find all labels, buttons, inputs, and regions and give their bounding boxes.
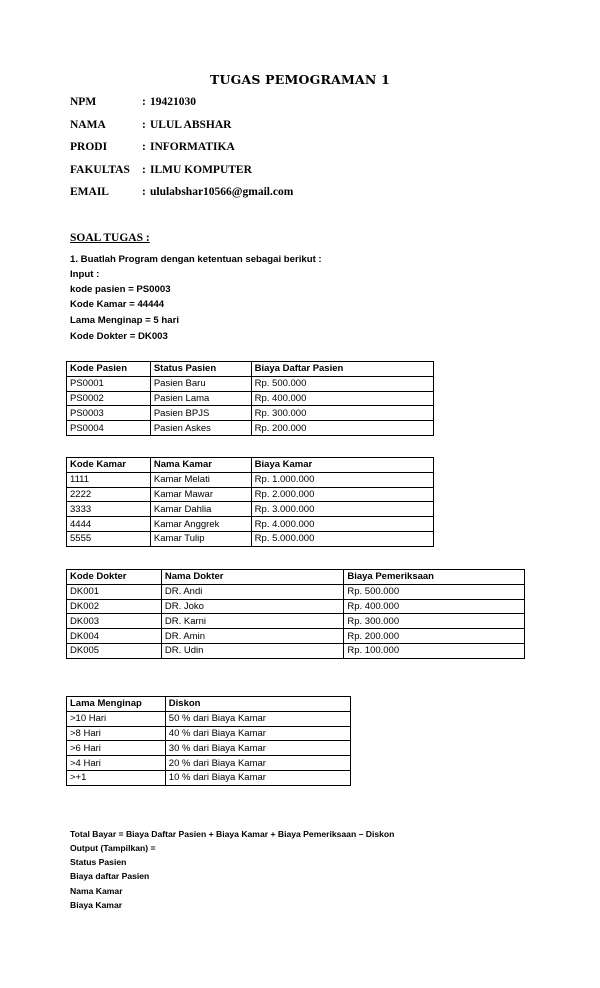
table-row <box>67 770 351 785</box>
table-cell: DR. Karni <box>161 614 344 629</box>
table-cell: >4 Hari <box>67 756 166 771</box>
soal-line: 1. Buatlah Program dengan ketentuan sebagai berikut : <box>70 254 322 265</box>
table-cell: Rp. 3.000.000 <box>251 502 433 517</box>
table-row <box>67 614 525 629</box>
table-row <box>67 376 434 391</box>
table-cell: Rp. 100.000 <box>344 643 525 658</box>
identity-label: NAMA <box>70 119 106 131</box>
output-heading: Output (Tampilkan) = <box>70 843 156 853</box>
identity-label: FAKULTAS <box>70 164 130 176</box>
table-row <box>67 711 351 726</box>
table-cell: 5555 <box>67 531 151 546</box>
table-cell: Pasien Askes <box>150 421 251 436</box>
table-header-cell: Biaya Daftar Pasien <box>251 362 433 377</box>
identity-row-fakultas <box>70 164 550 180</box>
output-item: Biaya daftar Pasien <box>70 871 150 881</box>
page-title: TUGAS PEMOGRAMAN 1 <box>210 72 390 87</box>
table-row <box>67 487 434 502</box>
table-cell: Kamar Mawar <box>150 487 251 502</box>
table-cell: Rp. 300.000 <box>344 614 525 629</box>
table-row <box>67 741 351 756</box>
table-cell: Kamar Melati <box>150 472 251 487</box>
table-cell: Rp. 1.000.000 <box>251 472 433 487</box>
table-row <box>67 517 434 532</box>
table-row <box>67 406 434 421</box>
table-cell: PS0001 <box>67 376 151 391</box>
soal-line: Kode Dokter = DK003 <box>70 331 168 342</box>
soal-line: kode pasien = PS0003 <box>70 284 171 295</box>
identity-value: INFORMATIKA <box>150 141 235 153</box>
identity-label: PRODI <box>70 141 108 153</box>
table-cell: Rp. 500.000 <box>344 584 525 599</box>
table-row <box>67 643 525 658</box>
output-item: Biaya Kamar <box>70 900 123 910</box>
table-row <box>67 629 525 644</box>
table-cell: 30 % dari Biaya Kamar <box>165 741 350 756</box>
identity-value: ululabshar10566@gmail.com <box>150 186 294 198</box>
soal-line: Input : <box>70 269 100 280</box>
table-cell: Rp. 400.000 <box>251 391 433 406</box>
table-cell: PS0003 <box>67 406 151 421</box>
table-cell: 10 % dari Biaya Kamar <box>165 770 350 785</box>
identity-row-nama <box>70 119 550 135</box>
table-cell: >6 Hari <box>67 741 166 756</box>
table-row <box>67 726 351 741</box>
table-cell: DR. Amin <box>161 629 344 644</box>
table-header-row <box>67 697 351 712</box>
table-cell: Pasien BPJS <box>150 406 251 421</box>
table-cell: Rp. 5.000.000 <box>251 531 433 546</box>
table-row <box>67 584 525 599</box>
identity-label: NPM <box>70 96 97 108</box>
identity-label: EMAIL <box>70 186 109 198</box>
identity-colon: : <box>142 119 146 131</box>
table-header-cell: Lama Menginap <box>67 697 166 712</box>
table-cell: 20 % dari Biaya Kamar <box>165 756 350 771</box>
table-cell: Rp. 2.000.000 <box>251 487 433 502</box>
table-cell: Rp. 300.000 <box>251 406 433 421</box>
table-cell: DK002 <box>67 599 162 614</box>
table-cell: Rp. 500.000 <box>251 376 433 391</box>
table-dokter <box>66 569 525 659</box>
table-cell: 2222 <box>67 487 151 502</box>
table-row <box>67 472 434 487</box>
table-header-row <box>67 362 434 377</box>
table-kamar <box>66 457 434 547</box>
identity-colon: : <box>142 186 146 198</box>
table-header-cell: Diskon <box>165 697 350 712</box>
table-cell: Pasien Lama <box>150 391 251 406</box>
output-item: Nama Kamar <box>70 886 123 896</box>
table-cell: 4444 <box>67 517 151 532</box>
table-cell: >8 Hari <box>67 726 166 741</box>
identity-row-email <box>70 186 550 202</box>
table-cell: >10 Hari <box>67 711 166 726</box>
table-row <box>67 421 434 436</box>
identity-value: 19421030 <box>150 96 196 108</box>
table-cell: DK005 <box>67 643 162 658</box>
table-header-cell: Kode Pasien <box>67 362 151 377</box>
identity-row-prodi <box>70 141 550 157</box>
table-header-cell: Biaya Pemeriksaan <box>344 570 525 585</box>
table-cell: PS0004 <box>67 421 151 436</box>
table-cell: DK004 <box>67 629 162 644</box>
table-header-cell: Nama Dokter <box>161 570 344 585</box>
identity-colon: : <box>142 141 146 153</box>
table-cell: Kamar Tulip <box>150 531 251 546</box>
table-cell: Rp. 200.000 <box>344 629 525 644</box>
soal-heading: SOAL TUGAS : <box>70 232 150 244</box>
table-header-cell: Nama Kamar <box>150 458 251 473</box>
identity-colon: : <box>142 164 146 176</box>
table-cell: 1111 <box>67 472 151 487</box>
table-header-cell: Biaya Kamar <box>251 458 433 473</box>
table-header-row <box>67 570 525 585</box>
soal-line: Lama Menginap = 5 hari <box>70 315 180 326</box>
table-row <box>67 502 434 517</box>
table-cell: 50 % dari Biaya Kamar <box>165 711 350 726</box>
table-row <box>67 391 434 406</box>
table-header-cell: Status Pasien <box>150 362 251 377</box>
table-cell: DR. Joko <box>161 599 344 614</box>
table-cell: PS0002 <box>67 391 151 406</box>
table-cell: DR. Andi <box>161 584 344 599</box>
table-row <box>67 531 434 546</box>
soal-line: Kode Kamar = 44444 <box>70 299 165 310</box>
table-cell: Pasien Baru <box>150 376 251 391</box>
table-cell: Rp. 200.000 <box>251 421 433 436</box>
identity-value: ILMU KOMPUTER <box>150 164 252 176</box>
table-cell: DK001 <box>67 584 162 599</box>
total-bayar-formula: Total Bayar = Biaya Daftar Pasien + Biaya Kamar + Biaya Pemeriksaan – Diskon <box>70 829 395 839</box>
table-header-cell: Kode Dokter <box>67 570 162 585</box>
table-cell: DK003 <box>67 614 162 629</box>
table-row <box>67 756 351 771</box>
table-cell: 40 % dari Biaya Kamar <box>165 726 350 741</box>
identity-value: ULUL ABSHAR <box>150 119 232 131</box>
table-cell: Rp. 400.000 <box>344 599 525 614</box>
table-cell: Kamar Dahlia <box>150 502 251 517</box>
table-cell: DR. Udin <box>161 643 344 658</box>
table-pasien <box>66 361 434 436</box>
table-cell: >+1 <box>67 770 166 785</box>
table-cell: Kamar Anggrek <box>150 517 251 532</box>
table-header-row <box>67 458 434 473</box>
output-item: Status Pasien <box>70 857 127 867</box>
identity-colon: : <box>142 96 146 108</box>
table-row <box>67 599 525 614</box>
table-header-cell: Kode Kamar <box>67 458 151 473</box>
identity-row-npm <box>70 96 550 112</box>
table-diskon <box>66 696 351 786</box>
table-cell: 3333 <box>67 502 151 517</box>
table-cell: Rp. 4.000.000 <box>251 517 433 532</box>
